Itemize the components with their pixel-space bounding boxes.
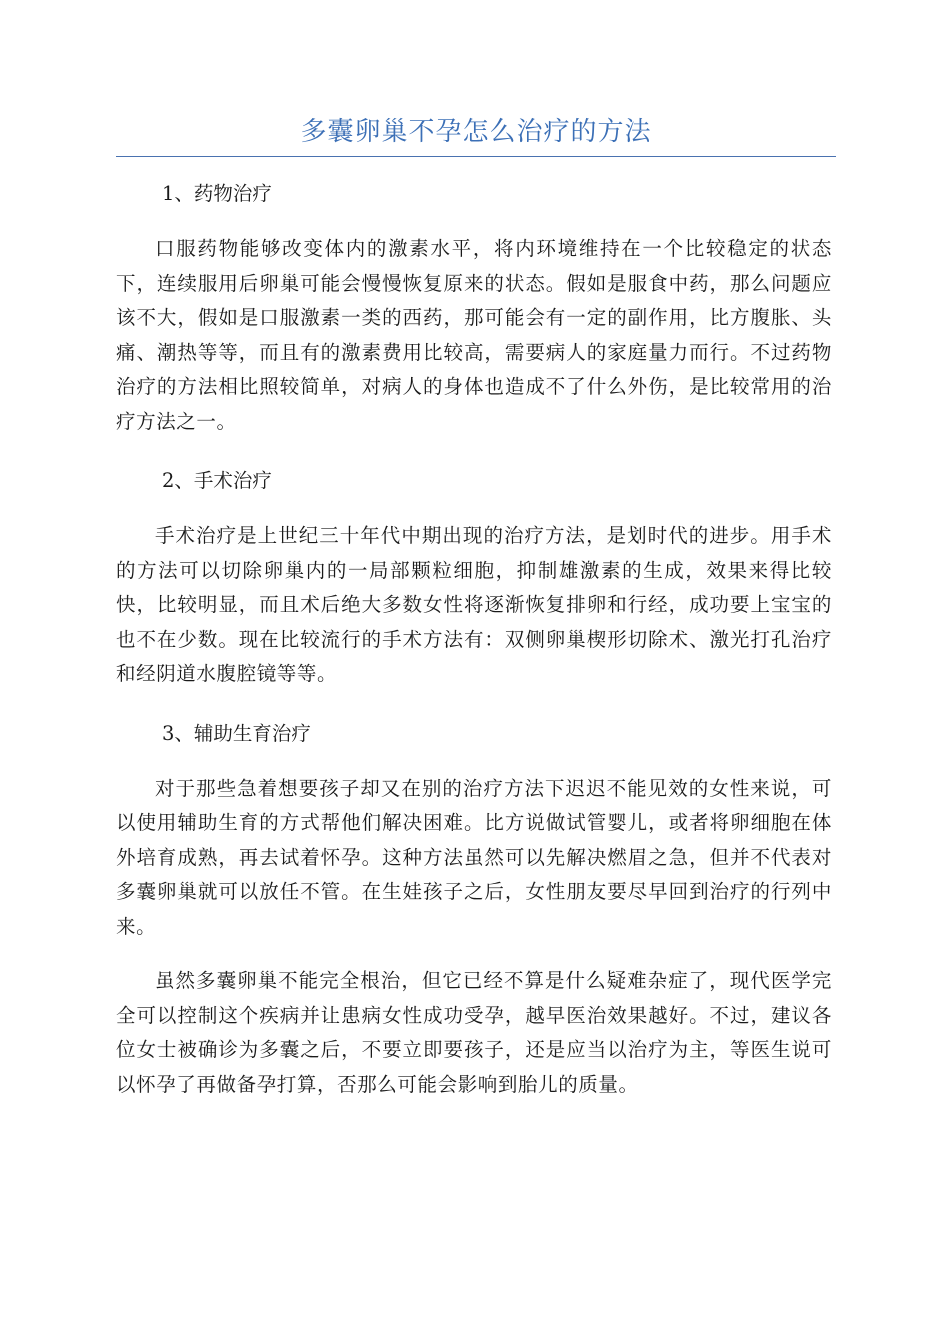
section-body-assisted-reproduction: 对于那些急着想要孩子却又在别的治疗方法下迟迟不能见效的女性来说，可以使用辅助生育的方式帮他们解决困难。比方说做试管婴儿，或者将卵细胞在体外培育成熟，再去试着怀孕。这种方法虽然可以先解决燃眉之急，但并不代表对多囊卵巢就可以放任不管。在生娃孩子之后，女性朋友要尽早回到治疗的行列中来。 [116,776,832,938]
section-heading-surgery: 2、手术治疗 [162,469,272,492]
closing-paragraph: 虽然多囊卵巢不能完全根治，但它已经不算是什么疑难杂症了，现代医学完全可以控制这个疾病并让患病女性成功受孕，越早医治效果越好。不过，建议各位女士被确诊为多囊之后，不要立即要孩子，还是应当以治疗为主，等医生说可以怀孕了再做备孕打算，否那么可能会影响到胎儿的质量。 [116,969,832,1096]
document-title: 多囊卵巢不孕怎么治疗的方法 [300,117,652,147]
section-body-surgery: 手术治疗是上世纪三十年代中期出现的治疗方法，是划时代的进步。用手术的方法可以切除卵巢内的一局部颗粒细胞，抑制雄激素的生成，效果来得比较快，比较明显，而且术后绝大多数女性将逐渐恢复排卵和行经，成功要上宝宝的也不在少数。现在比较流行的手术方法有：双侧卵巢楔形切除术、激光打孔治疗和经阴道水腹腔镜等等。 [116,524,832,685]
section-heading-assisted-reproduction: 3、辅助生育治疗 [162,721,311,745]
title-block [116,108,836,157]
document-body [116,172,832,1102]
section-body-medication: 口服药物能够改变体内的激素水平，将内环境维持在一个比较稳定的状态下，连续服用后卵巢可能会慢慢恢复原来的状态。假如是服食中药，那么问题应该不大，假如是口服激素一类的西药，那可能会有一定的副作用，比方腹胀、头痛、潮热等等，而且有的激素费用比较高，需要病人的家庭量力而行。不过药物治疗的方法相比照较简单，对病人的身体也造成不了什么外伤，是比较常用的治疗方法之一。 [116,237,832,433]
section-heading-medication: 1、药物治疗 [162,182,272,205]
